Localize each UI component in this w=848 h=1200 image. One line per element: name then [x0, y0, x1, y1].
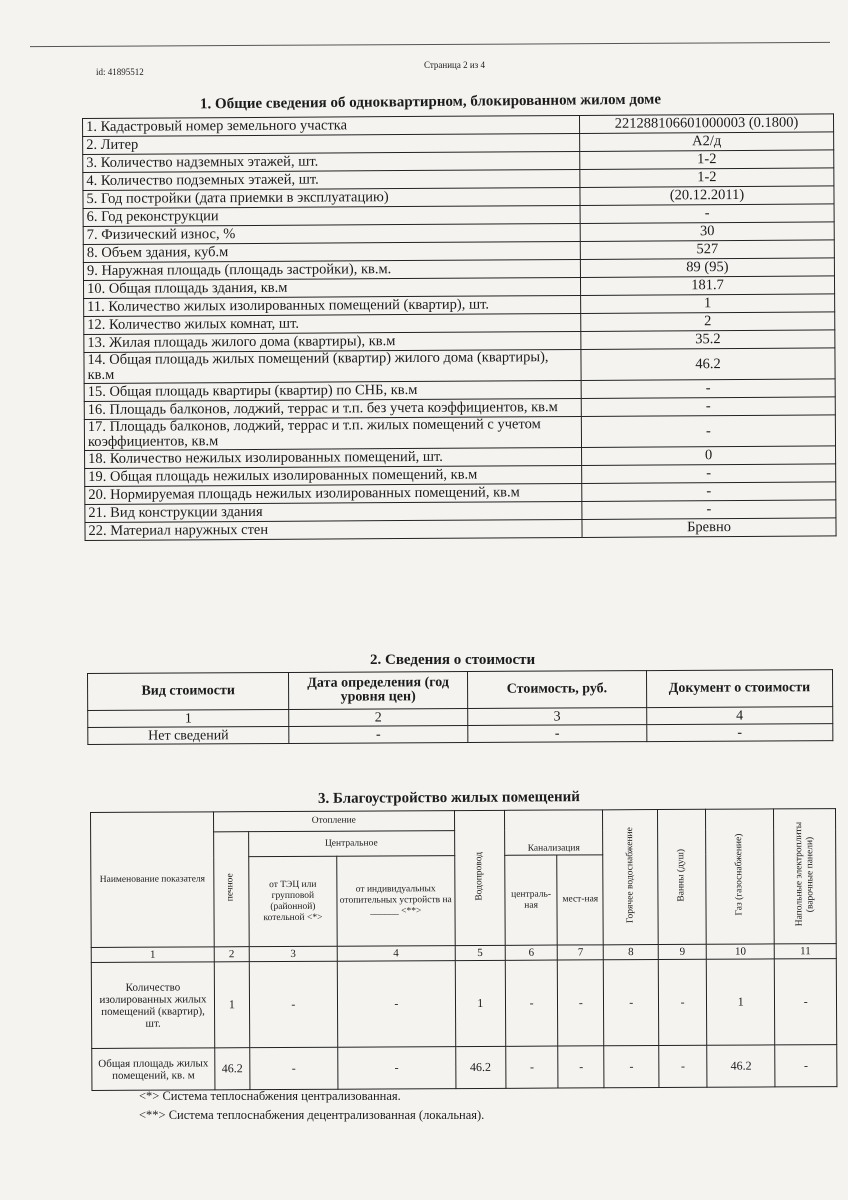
cell: - — [775, 1045, 837, 1087]
header-electric: Напольные электроплиты (варочные панели) — [774, 809, 836, 944]
row-label: 1. Кадастровый номер земельного участка — [83, 115, 580, 136]
cell: 1 — [214, 962, 249, 1048]
row-label: 15. Общая площадь квартиры (квартир) по СНБ, кв.м — [84, 380, 581, 401]
row-label: 2. Литер — [83, 133, 580, 154]
row-label: Количество изолированных жилых помещений (квартир), шт. — [91, 962, 214, 1049]
row-value: - — [581, 415, 835, 448]
document-id: id: 41895512 — [96, 67, 144, 77]
row-label: 7. Физический износ, % — [83, 223, 580, 244]
row-label: 20. Нормируемая площадь нежилых изолированных помещений, кв.м — [85, 483, 582, 504]
row-value: 0 — [582, 446, 836, 466]
cell: - — [604, 960, 659, 1046]
row-label: 6. Год реконструкции — [83, 205, 580, 226]
col-number: 4 — [337, 946, 455, 962]
general-info-table — [82, 113, 837, 541]
table-row — [84, 415, 835, 451]
row-label: 3. Количество надземных этажей, шт. — [83, 151, 580, 172]
col-number: 1 — [91, 947, 214, 963]
row-label: 5. Год постройки (дата приемки в эксплуатацию) — [83, 187, 580, 208]
row-label: 21. Вид конструкции здания — [85, 501, 582, 522]
header-heating: Отопление — [214, 811, 455, 832]
row-value: 181.7 — [580, 276, 834, 296]
table-row — [84, 348, 835, 384]
header-baths: Ванны (душ) — [658, 809, 707, 944]
table-row — [92, 1045, 837, 1091]
col-number: 2 — [214, 947, 249, 962]
cell: - — [558, 960, 604, 1046]
cell: - — [337, 961, 455, 1048]
header-name: Наименование показателя — [91, 812, 215, 948]
row-label: 10. Общая площадь здания, кв.м — [83, 277, 580, 298]
row-label: 14. Общая площадь жилых помещений (квартир) жилого дома (квартиры), кв.м — [84, 349, 581, 383]
header-from-tec: от ТЭЦ или групповой (районной) котельной <*> — [248, 856, 337, 946]
cell: 1 — [706, 959, 775, 1045]
cell: - — [658, 959, 707, 1045]
cost-header-row — [88, 670, 833, 711]
col-header: Документ о стоимости — [646, 670, 832, 708]
col-number: 10 — [706, 944, 774, 959]
col-number: 1 — [88, 709, 289, 727]
row-label: 12. Количество жилых комнат, шт. — [84, 313, 581, 334]
section2-title: 2. Сведения о стоимости — [370, 652, 536, 668]
row-value: 89 (95) — [580, 258, 834, 278]
row-value: 1-2 — [580, 150, 834, 170]
section1-title: 1. Общие сведения об одноквартирном, блокированном жилом доме — [199, 91, 662, 113]
cell: - — [558, 1046, 604, 1088]
col-number: 7 — [558, 945, 604, 960]
cell: - — [468, 725, 647, 743]
row-value: (20.12.2011) — [580, 186, 834, 206]
col-number: 2 — [289, 709, 468, 727]
cell: 1 — [455, 960, 506, 1046]
header-individual: от индивидуальных отопительных устройств на ______ <**> — [337, 856, 455, 947]
row-value: - — [582, 500, 836, 520]
row-value: 221288106601000003 (0.1800) — [579, 114, 833, 134]
cell: - — [249, 961, 338, 1047]
cell: 46.2 — [707, 1045, 775, 1087]
row-value: 2 — [581, 312, 835, 332]
col-header: Вид стоимости — [88, 672, 289, 710]
row-value: - — [581, 397, 835, 417]
row-value: 1-2 — [580, 168, 834, 188]
row-value: А2/д — [580, 132, 834, 152]
cell: 46.2 — [215, 1048, 250, 1090]
row-label: 19. Общая площадь нежилых изолированных помещений, кв.м — [85, 465, 582, 486]
row-label: 22. Материал наружных стен — [85, 519, 582, 540]
row-value: 30 — [580, 222, 834, 242]
cell: - — [775, 959, 837, 1045]
cell: - — [505, 960, 558, 1046]
cell: - — [647, 724, 833, 742]
header-sewer: Канализация — [504, 810, 603, 856]
row-value: - — [582, 482, 836, 502]
col-number: 5 — [455, 945, 505, 960]
row-value: - — [582, 464, 836, 484]
col-number: 6 — [505, 945, 558, 960]
row-label: 8. Объем здания, куб.м — [83, 241, 580, 262]
col-number: 8 — [603, 945, 658, 960]
cell: - — [604, 1046, 659, 1088]
cell: - — [506, 1046, 559, 1088]
cell: - — [289, 726, 468, 744]
row-label: 4. Количество подземных этажей, шт. — [83, 169, 580, 190]
header-sewer-central: централь-ная — [505, 855, 558, 945]
cell: - — [338, 1047, 456, 1090]
footnote: <**> Система теплоснабжения децентрализованная (локальная). — [139, 1108, 485, 1122]
section3-title: 3. Благоустройство жилых помещений — [317, 789, 580, 807]
header-sewer-local: мест-ная — [557, 855, 603, 945]
row-value: 46.2 — [581, 348, 835, 381]
row-label: 16. Площадь балконов, лоджий, террас и т.п. без учета коэффициентов, кв.м — [84, 398, 581, 419]
col-number: 11 — [775, 944, 837, 959]
page-edge-line — [30, 42, 830, 47]
cell: 46.2 — [455, 1046, 506, 1088]
row-label: 13. Жилая площадь жилого дома (квартиры), кв.м — [84, 331, 581, 352]
row-label: 11. Количество жилых изолированных помещений (квартир), шт. — [84, 295, 581, 316]
cost-table — [87, 669, 833, 745]
cell: - — [249, 1047, 338, 1089]
col-header: Стоимость, руб. — [467, 671, 646, 709]
row-value: 1 — [581, 294, 835, 314]
header-gas: Газ (газоснабжение) — [706, 809, 775, 944]
cell: Нет сведений — [88, 726, 289, 744]
table-row — [91, 959, 836, 1049]
amenities-table — [90, 808, 837, 1091]
row-value: - — [580, 204, 834, 224]
row-label: Общая площадь жилых помещений, кв. м — [92, 1048, 215, 1091]
footnote: <*> Система теплоснабжения централизованная. — [139, 1089, 401, 1103]
header-stove: печное — [214, 832, 249, 947]
col-number: 3 — [468, 708, 647, 726]
row-value: 35.2 — [581, 330, 835, 350]
row-value: - — [581, 379, 835, 399]
cell: - — [659, 1045, 707, 1087]
col-header: Дата определения (год уровня цен) — [289, 672, 468, 710]
table-row — [85, 518, 836, 541]
header-water: Водопровод — [454, 810, 505, 945]
row-label: 9. Наружная площадь (площадь застройки), кв.м. — [83, 259, 580, 280]
row-label: 18. Количество нежилых изолированных помещений, шт. — [85, 447, 582, 468]
col-number: 4 — [646, 707, 832, 725]
table-row — [88, 724, 833, 745]
col-number: 9 — [658, 944, 706, 959]
col-number: 3 — [249, 946, 337, 961]
row-value: Бревно — [582, 518, 836, 538]
row-label: 17. Площадь балконов, лоджий, террас и т.п. жилых помещений с учетом коэффициентов, кв.м — [84, 416, 581, 450]
header-hot-water: Горячее водоснабжение — [603, 810, 659, 945]
header-central: Центральное — [248, 831, 454, 857]
row-value: 527 — [580, 240, 834, 260]
page-number: Страница 2 из 4 — [424, 60, 485, 70]
